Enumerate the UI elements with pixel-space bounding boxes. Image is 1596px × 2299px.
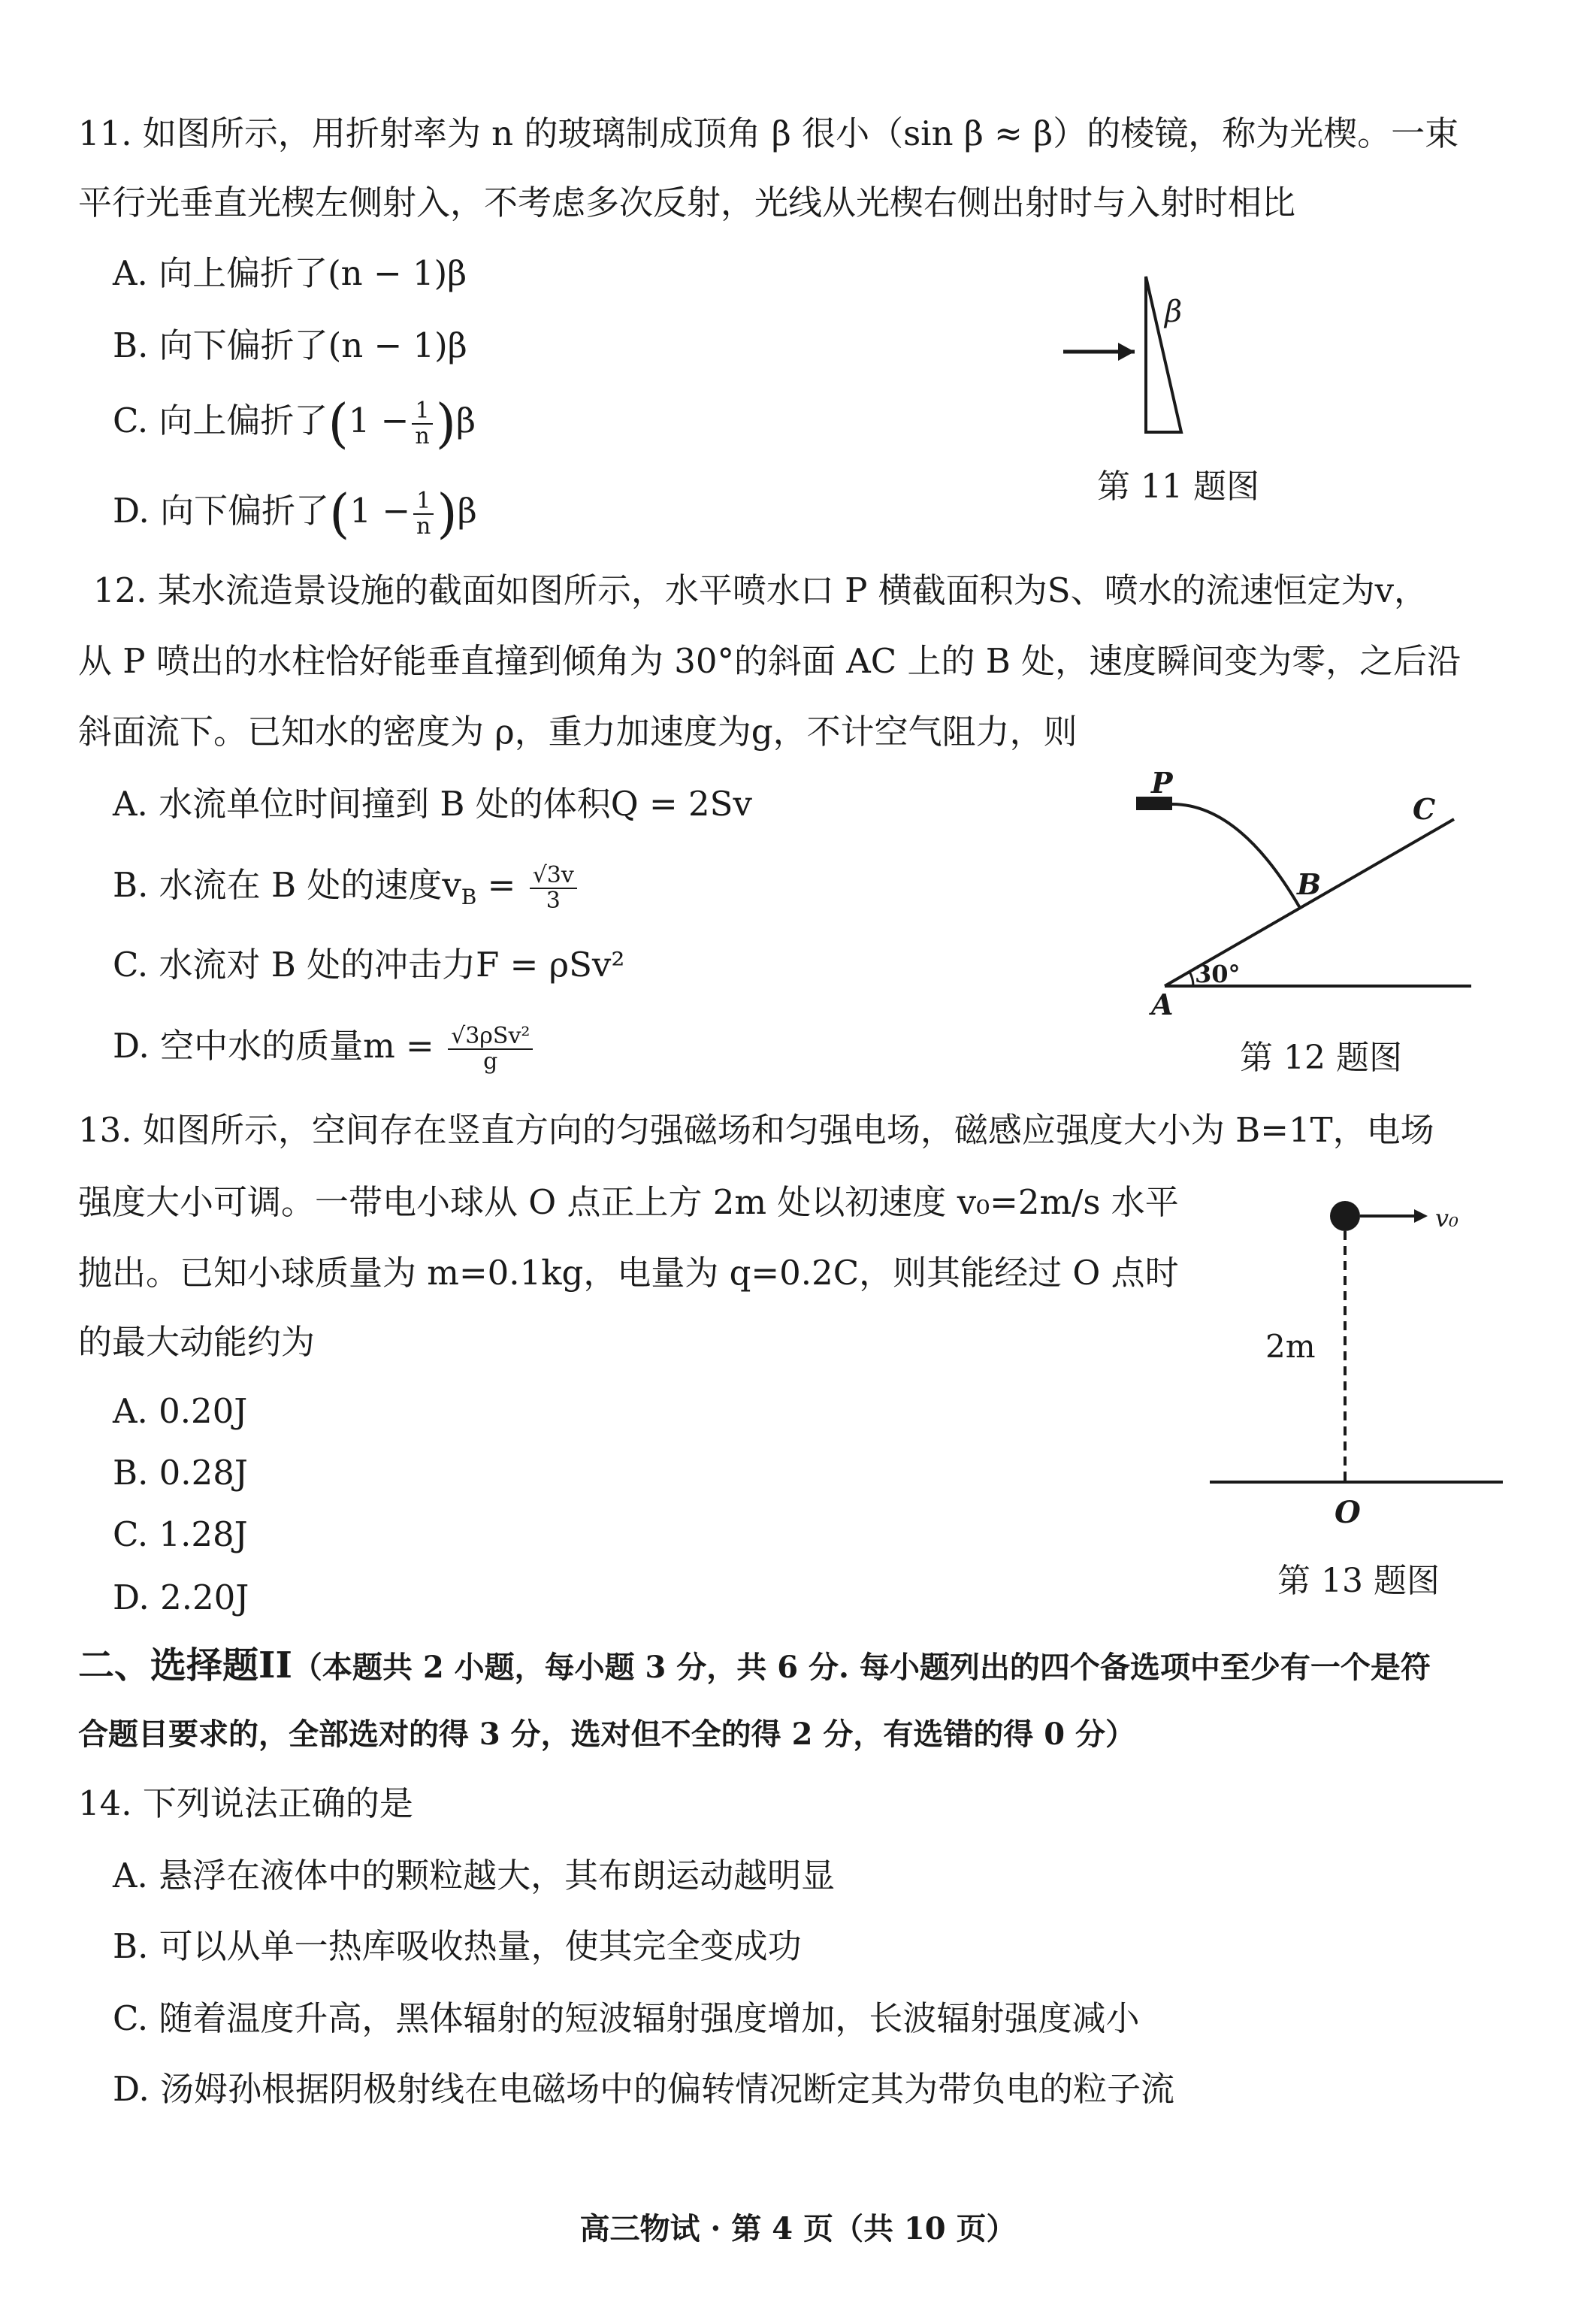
section2-desc1: （本题共 2 小题，每小题 3 分，共 6 分. 每小题列出的四个备选项中至少有一个是符 <box>292 1650 1431 1685</box>
q13-option-a: A. 0.20J <box>113 1391 248 1431</box>
q13-option-b: B. 0.28J <box>113 1453 248 1493</box>
q14-option-b: B. 可以从单一热库吸收热量，使其完全变成功 <box>113 1926 802 1966</box>
q12-option-c: C. 水流对 B 处的冲击力F = ρSv² <box>113 945 625 985</box>
q11-option-d-prefix: D. 向下偏折了 <box>113 491 330 531</box>
q11-caption: 第 11 题图 <box>1097 467 1259 506</box>
q11-option-a: A. 向上偏折了(n − 1)β <box>113 253 467 293</box>
q13-stem-line3: 抛出。已知小球质量为 m=0.1kg，电量为 q=0.2C，则其能经过 O 点时 <box>78 1253 1179 1293</box>
q12-caption: 第 12 题图 <box>1240 1039 1402 1077</box>
q13-caption: 第 13 题图 <box>1277 1562 1440 1600</box>
q12-option-b-fraction: $\frac{√3v}{3}$ <box>530 864 577 913</box>
q13-v0-label: v₀ <box>1435 1204 1458 1233</box>
q13-stem-line2: 强度大小可调。一带电小球从 O 点正上方 2m 处以初速度 v₀=2m/s 水平 <box>78 1182 1179 1222</box>
q12-angle-arc <box>1189 972 1193 986</box>
q13-stem-line4: 的最大动能约为 <box>78 1322 316 1362</box>
q12-option-d-fraction: $\frac{\text{√3ρSv²}}{g}$ <box>448 1024 533 1074</box>
q13-ball <box>1330 1201 1360 1231</box>
q14-option-c: C. 随着温度升高，黑体辐射的短波辐射强度增加，长波辐射强度减小 <box>113 1998 1140 2038</box>
q12-angle-label: 30° <box>1195 960 1241 988</box>
q13-arrowhead-icon <box>1414 1209 1428 1223</box>
q12-option-a: A. 水流单位时间撞到 B 处的体积Q = 2Sv <box>113 784 752 824</box>
q13-figure <box>1202 1187 1518 1533</box>
q12-water-stream <box>1172 804 1300 908</box>
q14-option-a: A. 悬浮在液体中的颗粒越大，其布朗运动越明显 <box>113 1856 836 1895</box>
q11-option-c-minus: 1 − <box>348 401 410 440</box>
q11-beta-label: β <box>1165 295 1183 329</box>
q11-option-b: B. 向下偏折了(n − 1)β <box>113 325 467 365</box>
q12-label-a: A <box>1151 988 1174 1015</box>
section2-desc2: 合题目要求的，全部选对的得 3 分，选对但不全的得 2 分，有选错的得 0 分） <box>78 1717 1136 1752</box>
q12-option-b-prefix: B. 水流在 B 处的速度v <box>113 865 461 905</box>
q11-option-d-beta: β <box>457 491 477 531</box>
q11-option-c-beta: β <box>456 401 476 440</box>
q13-height-label: 2m <box>1265 1328 1316 1365</box>
q11-option-c-prefix: C. 向上偏折了 <box>113 401 328 440</box>
q14-option-d: D. 汤姆孙根据阴极射线在电磁场中的偏转情况断定其为带负电的粒子流 <box>113 2069 1175 2109</box>
q13-option-d: D. 2.20J <box>113 1578 249 1617</box>
q12-figure <box>1112 759 1503 1015</box>
q12-label-p: P <box>1151 766 1173 800</box>
q12-option-b-sub: B <box>461 885 477 909</box>
page-footer: 高三物试 · 第 4 页（共 10 页） <box>579 2211 1017 2246</box>
q11-option-d: D. 向下偏折了(1 − $\frac{1}{n}$ )β <box>113 482 477 545</box>
q12-option-d-prefix: D. 空中水的质量m = <box>113 1026 446 1066</box>
q11-option-c: C. 向上偏折了(1 − $\frac{1}{n}$ )β <box>113 392 476 455</box>
section2-header <box>78 1643 1431 1690</box>
q12-label-b: B <box>1297 867 1322 901</box>
q13-option-c: C. 1.28J <box>113 1514 248 1554</box>
q11-figure <box>1052 263 1247 443</box>
q11-arrowhead-icon <box>1118 343 1135 361</box>
section2-title: 二、选择题II <box>78 1644 292 1686</box>
q13-stem-line1: 13. 如图所示，空间存在竖直方向的匀强磁场和匀强电场，磁感应强度大小为 B=1T，电场 <box>78 1110 1434 1150</box>
q11-option-d-minus: 1 − <box>349 491 411 531</box>
q13-label-o: O <box>1335 1495 1361 1530</box>
q11-option-c-fraction: $\frac{1}{n}$ <box>412 399 432 449</box>
q12-option-b-eq: = <box>476 865 527 905</box>
q11-stem-line1: 11. 如图所示，用折射率为 n 的玻璃制成顶角 β 很小（sin β ≈ β）的棱镜，称为光楔。一束 <box>78 113 1459 153</box>
q12-option-b <box>113 863 580 920</box>
q14-stem: 14. 下列说法正确的是 <box>78 1783 413 1823</box>
q11-stem-line2: 平行光垂直光楔左侧射入，不考虑多次反射，光线从光楔右侧出射时与入射时相比 <box>78 183 1296 222</box>
q12-label-c: C <box>1413 792 1436 826</box>
q12-option-d <box>113 1024 536 1074</box>
q12-stem-line3: 斜面流下。已知水的密度为 ρ，重力加速度为g，不计空气阻力，则 <box>78 712 1078 752</box>
q12-stem-line1: 12. 某水流造景设施的截面如图所示，水平喷水口 P 横截面积为S、喷水的流速恒定为v， <box>93 570 1428 610</box>
q11-option-d-fraction: $\frac{1}{n}$ <box>413 489 434 539</box>
q12-stem-line2: 从 P 喷出的水柱恰好能垂直撞到倾角为 30°的斜面 AC 上的 B 处，速度瞬间变为零，之后沿 <box>78 641 1461 681</box>
